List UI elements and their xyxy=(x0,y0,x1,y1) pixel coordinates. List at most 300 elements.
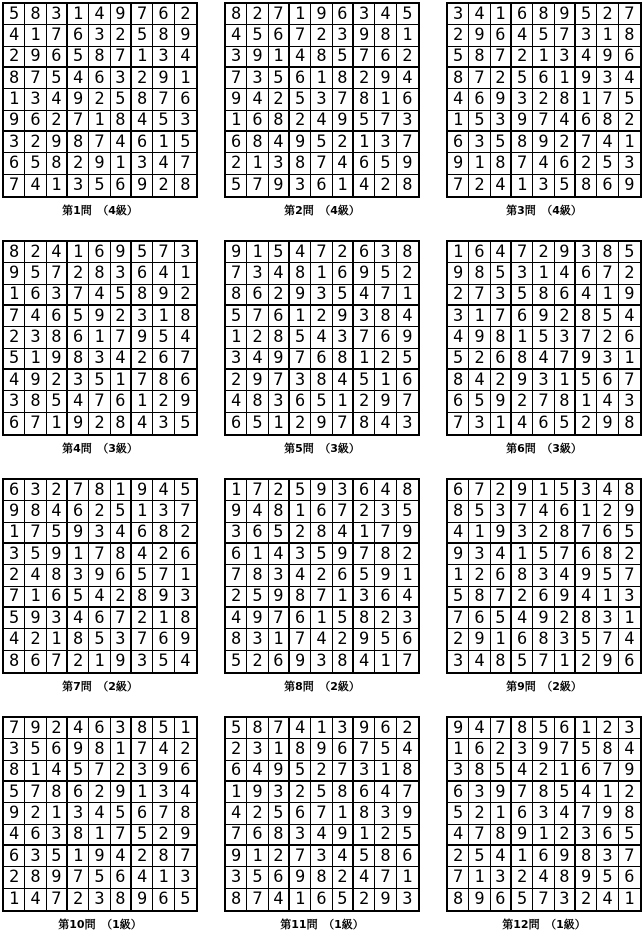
sudoku-grid xyxy=(224,478,420,674)
sudoku-cell: 2 xyxy=(354,889,375,910)
sudoku-cell: 6 xyxy=(469,242,490,263)
sudoku-cell: 9 xyxy=(68,89,89,110)
sudoku-cell: 1 xyxy=(175,68,196,89)
sudoku-cell: 5 xyxy=(619,242,640,263)
sudoku-cell: 9 xyxy=(469,889,490,910)
sudoku-cell: 6 xyxy=(311,175,332,196)
sudoku-cell: 9 xyxy=(269,175,290,196)
sudoku-cell: 5 xyxy=(269,803,290,824)
sudoku-cell: 8 xyxy=(491,153,512,174)
sudoku-cell: 7 xyxy=(533,889,554,910)
sudoku-cell: 3 xyxy=(111,263,132,284)
sudoku-cell: 7 xyxy=(375,111,396,132)
sudoku-cell: 4 xyxy=(333,370,354,391)
sudoku-cell: 2 xyxy=(533,523,554,544)
sudoku-cell: 2 xyxy=(354,501,375,522)
sudoku-cell: 6 xyxy=(47,739,68,760)
sudoku-cell: 4 xyxy=(354,651,375,672)
sudoku-cell: 9 xyxy=(448,263,469,284)
sudoku-cell: 9 xyxy=(311,4,332,25)
sudoku-cell: 8 xyxy=(4,651,25,672)
sudoku-cell: 1 xyxy=(597,285,618,306)
sudoku-cell: 3 xyxy=(175,867,196,888)
sudoku-cell: 8 xyxy=(247,718,268,739)
sudoku-cell: 9 xyxy=(311,739,332,760)
sudoku-cell: 4 xyxy=(4,25,25,46)
sudoku-cell: 4 xyxy=(469,651,490,672)
sudoku-cell: 3 xyxy=(333,25,354,46)
sudoku-cell: 9 xyxy=(153,68,174,89)
sudoku-cell: 7 xyxy=(576,803,597,824)
sudoku-cell: 8 xyxy=(290,263,311,284)
sudoku-cell: 7 xyxy=(354,47,375,68)
sudoku-cell: 2 xyxy=(175,523,196,544)
sudoku-cell: 1 xyxy=(555,761,576,782)
sudoku-cell: 1 xyxy=(448,739,469,760)
sudoku-cell: 1 xyxy=(25,25,46,46)
sudoku-cell: 1 xyxy=(619,349,640,370)
sudoku-cell: 5 xyxy=(247,25,268,46)
sudoku-cell: 8 xyxy=(333,68,354,89)
sudoku-cell: 4 xyxy=(153,739,174,760)
sudoku-cell: 4 xyxy=(597,889,618,910)
sudoku-cell: 2 xyxy=(375,825,396,846)
sudoku-cell: 7 xyxy=(290,25,311,46)
sudoku-cell: 9 xyxy=(226,89,247,110)
sudoku-cell: 5 xyxy=(25,544,46,565)
sudoku-cell: 6 xyxy=(375,718,396,739)
sudoku-cell: 5 xyxy=(25,263,46,284)
sudoku-cell: 8 xyxy=(47,782,68,803)
sudoku-cell: 8 xyxy=(311,867,332,888)
sudoku-cell: 3 xyxy=(111,629,132,650)
sudoku-cell: 3 xyxy=(469,544,490,565)
sudoku-cell: 2 xyxy=(111,306,132,327)
sudoku-cell: 2 xyxy=(175,4,196,25)
sudoku-cell: 6 xyxy=(533,68,554,89)
sudoku-cell: 7 xyxy=(25,413,46,434)
sudoku-cell: 7 xyxy=(4,718,25,739)
sudoku-cell: 2 xyxy=(354,68,375,89)
sudoku-cell: 5 xyxy=(290,480,311,501)
sudoku-cell: 6 xyxy=(576,544,597,565)
sudoku-cell: 5 xyxy=(111,89,132,110)
sudoku-cell: 8 xyxy=(132,718,153,739)
sudoku-cell: 6 xyxy=(397,89,418,110)
sudoku-cell: 1 xyxy=(491,4,512,25)
sudoku-cell: 5 xyxy=(597,565,618,586)
sudoku-cell: 8 xyxy=(25,867,46,888)
sudoku-cell: 3 xyxy=(619,587,640,608)
sudoku-cell: 1 xyxy=(576,89,597,110)
sudoku-cell: 2 xyxy=(290,111,311,132)
sudoku-cell: 4 xyxy=(354,285,375,306)
sudoku-cell: 3 xyxy=(290,825,311,846)
sudoku-cell: 5 xyxy=(311,544,332,565)
sudoku-cell: 6 xyxy=(68,327,89,348)
sudoku-cell: 1 xyxy=(47,803,68,824)
sudoku-cell: 3 xyxy=(269,153,290,174)
sudoku-puzzle-12 xyxy=(446,716,642,932)
sudoku-cell: 6 xyxy=(533,846,554,867)
sudoku-cell: 4 xyxy=(311,825,332,846)
sudoku-cell: 7 xyxy=(247,306,268,327)
sudoku-cell: 4 xyxy=(175,782,196,803)
sudoku-cell: 4 xyxy=(375,413,396,434)
sudoku-cell: 6 xyxy=(491,349,512,370)
sudoku-cell: 3 xyxy=(89,523,110,544)
sudoku-cell: 7 xyxy=(576,132,597,153)
sudoku-cell: 2 xyxy=(269,846,290,867)
sudoku-cell: 2 xyxy=(132,846,153,867)
sudoku-cell: 8 xyxy=(132,89,153,110)
sudoku-cell: 2 xyxy=(576,413,597,434)
sudoku-cell: 8 xyxy=(512,349,533,370)
puzzle-caption: 第5問 （3級） xyxy=(284,442,360,455)
sudoku-cell: 1 xyxy=(576,391,597,412)
sudoku-cell: 5 xyxy=(111,285,132,306)
sudoku-cell: 7 xyxy=(512,153,533,174)
sudoku-cell: 9 xyxy=(512,111,533,132)
sudoku-cell: 3 xyxy=(47,285,68,306)
sudoku-cell: 9 xyxy=(397,153,418,174)
sudoku-cell: 9 xyxy=(491,89,512,110)
sudoku-cell: 5 xyxy=(226,651,247,672)
sudoku-cell: 5 xyxy=(175,132,196,153)
sudoku-cell: 4 xyxy=(47,501,68,522)
sudoku-cell: 1 xyxy=(619,608,640,629)
sudoku-cell: 6 xyxy=(4,153,25,174)
sudoku-cell: 6 xyxy=(533,413,554,434)
sudoku-cell: 1 xyxy=(533,47,554,68)
sudoku-cell: 4 xyxy=(512,25,533,46)
puzzle-caption: 第12問 （1級） xyxy=(502,918,586,931)
sudoku-cell: 6 xyxy=(469,608,490,629)
sudoku-cell: 6 xyxy=(354,480,375,501)
sudoku-cell: 5 xyxy=(111,803,132,824)
sudoku-cell: 7 xyxy=(512,782,533,803)
sudoku-cell: 3 xyxy=(512,523,533,544)
sudoku-cell: 7 xyxy=(491,47,512,68)
sudoku-cell: 8 xyxy=(269,327,290,348)
sudoku-cell: 8 xyxy=(89,47,110,68)
puzzle-caption: 第10問 （1級） xyxy=(58,918,142,931)
sudoku-cell: 8 xyxy=(175,803,196,824)
sudoku-cell: 9 xyxy=(290,651,311,672)
sudoku-cell: 9 xyxy=(25,370,46,391)
sudoku-cell: 5 xyxy=(619,825,640,846)
sudoku-cell: 9 xyxy=(491,782,512,803)
sudoku-cell: 3 xyxy=(175,111,196,132)
sudoku-cell: 9 xyxy=(448,544,469,565)
sudoku-cell: 6 xyxy=(226,413,247,434)
sudoku-cell: 6 xyxy=(89,68,110,89)
sudoku-cell: 2 xyxy=(247,803,268,824)
sudoku-cell: 7 xyxy=(555,544,576,565)
sudoku-cell: 8 xyxy=(68,132,89,153)
sudoku-cell: 3 xyxy=(555,47,576,68)
sudoku-cell: 5 xyxy=(469,501,490,522)
sudoku-cell: 5 xyxy=(333,608,354,629)
sudoku-cell: 3 xyxy=(448,761,469,782)
sudoku-cell: 6 xyxy=(512,629,533,650)
sudoku-cell: 5 xyxy=(153,718,174,739)
sudoku-cell: 5 xyxy=(226,175,247,196)
sudoku-cell: 3 xyxy=(397,111,418,132)
sudoku-cell: 7 xyxy=(47,25,68,46)
sudoku-cell: 7 xyxy=(269,4,290,25)
sudoku-cell: 4 xyxy=(555,803,576,824)
sudoku-cell: 5 xyxy=(132,242,153,263)
sudoku-cell: 3 xyxy=(555,889,576,910)
sudoku-cell: 8 xyxy=(175,608,196,629)
sudoku-cell: 6 xyxy=(512,4,533,25)
sudoku-cell: 7 xyxy=(576,327,597,348)
sudoku-cell: 4 xyxy=(269,132,290,153)
sudoku-cell: 7 xyxy=(491,306,512,327)
sudoku-cell: 6 xyxy=(469,739,490,760)
sudoku-cell: 1 xyxy=(290,889,311,910)
sudoku-cell: 7 xyxy=(397,391,418,412)
sudoku-cell: 1 xyxy=(512,327,533,348)
sudoku-cell: 6 xyxy=(153,349,174,370)
sudoku-cell: 5 xyxy=(555,175,576,196)
sudoku-cell: 8 xyxy=(68,825,89,846)
sudoku-cell: 6 xyxy=(175,89,196,110)
sudoku-cell: 9 xyxy=(512,370,533,391)
sudoku-cell: 8 xyxy=(153,846,174,867)
sudoku-cell: 2 xyxy=(375,349,396,370)
sudoku-cell: 6 xyxy=(247,111,268,132)
sudoku-cell: 4 xyxy=(226,391,247,412)
sudoku-cell: 4 xyxy=(491,846,512,867)
sudoku-cell: 7 xyxy=(375,285,396,306)
sudoku-puzzle-10 xyxy=(2,716,198,932)
sudoku-cell: 8 xyxy=(619,25,640,46)
sudoku-cell: 9 xyxy=(269,761,290,782)
sudoku-cell: 4 xyxy=(469,370,490,391)
sudoku-cell: 3 xyxy=(132,761,153,782)
sudoku-cell: 2 xyxy=(153,544,174,565)
sudoku-cell: 8 xyxy=(247,391,268,412)
sudoku-cell: 4 xyxy=(619,629,640,650)
sudoku-cell: 6 xyxy=(111,565,132,586)
sudoku-cell: 7 xyxy=(354,544,375,565)
sudoku-cell: 3 xyxy=(448,4,469,25)
sudoku-cell: 1 xyxy=(47,413,68,434)
sudoku-cell: 8 xyxy=(375,306,396,327)
sudoku-cell: 1 xyxy=(491,629,512,650)
sudoku-cell: 8 xyxy=(47,327,68,348)
sudoku-cell: 7 xyxy=(47,889,68,910)
sudoku-cell: 8 xyxy=(555,523,576,544)
sudoku-cell: 3 xyxy=(25,846,46,867)
sudoku-cell: 6 xyxy=(576,761,597,782)
sudoku-cell: 4 xyxy=(68,718,89,739)
sudoku-cell: 2 xyxy=(311,25,332,46)
sudoku-cell: 4 xyxy=(89,285,110,306)
sudoku-cell: 9 xyxy=(333,544,354,565)
sudoku-cell: 3 xyxy=(89,349,110,370)
sudoku-cell: 9 xyxy=(111,242,132,263)
sudoku-cell: 2 xyxy=(597,4,618,25)
sudoku-cell: 8 xyxy=(512,718,533,739)
sudoku-cell: 7 xyxy=(68,867,89,888)
sudoku-cell: 3 xyxy=(4,391,25,412)
sudoku-cell: 4 xyxy=(619,306,640,327)
sudoku-cell: 1 xyxy=(111,739,132,760)
sudoku-cell: 6 xyxy=(597,523,618,544)
sudoku-cell: 3 xyxy=(448,306,469,327)
sudoku-cell: 9 xyxy=(597,47,618,68)
sudoku-cell: 5 xyxy=(111,501,132,522)
sudoku-cell: 4 xyxy=(354,867,375,888)
sudoku-cell: 5 xyxy=(25,739,46,760)
sudoku-cell: 3 xyxy=(25,327,46,348)
sudoku-cell: 6 xyxy=(597,370,618,391)
sudoku-cell: 9 xyxy=(132,327,153,348)
sudoku-cell: 9 xyxy=(491,391,512,412)
sudoku-cell: 9 xyxy=(247,47,268,68)
sudoku-cell: 4 xyxy=(469,4,490,25)
sudoku-cell: 8 xyxy=(512,565,533,586)
sudoku-cell: 4 xyxy=(226,25,247,46)
sudoku-cell: 5 xyxy=(555,480,576,501)
sudoku-cell: 6 xyxy=(619,47,640,68)
sudoku-cell: 6 xyxy=(491,565,512,586)
sudoku-cell: 9 xyxy=(175,25,196,46)
sudoku-cell: 8 xyxy=(25,391,46,412)
sudoku-cell: 1 xyxy=(469,867,490,888)
sudoku-cell: 9 xyxy=(290,285,311,306)
sudoku-cell: 9 xyxy=(226,501,247,522)
sudoku-cell: 4 xyxy=(4,370,25,391)
sudoku-cell: 9 xyxy=(153,761,174,782)
sudoku-cell: 7 xyxy=(533,111,554,132)
sudoku-cell: 8 xyxy=(311,47,332,68)
sudoku-cell: 9 xyxy=(89,306,110,327)
sudoku-cell: 2 xyxy=(619,263,640,284)
sudoku-cell: 8 xyxy=(491,651,512,672)
sudoku-cell: 9 xyxy=(576,68,597,89)
sudoku-cell: 6 xyxy=(175,544,196,565)
sudoku-cell: 2 xyxy=(175,739,196,760)
sudoku-cell: 3 xyxy=(375,501,396,522)
sudoku-cell: 8 xyxy=(226,285,247,306)
sudoku-cell: 3 xyxy=(619,391,640,412)
sudoku-cell: 7 xyxy=(226,825,247,846)
sudoku-cell: 7 xyxy=(68,480,89,501)
sudoku-cell: 6 xyxy=(375,587,396,608)
sudoku-cell: 6 xyxy=(89,608,110,629)
sudoku-cell: 7 xyxy=(4,306,25,327)
sudoku-cell: 7 xyxy=(89,544,110,565)
sudoku-cell: 4 xyxy=(311,629,332,650)
sudoku-cell: 5 xyxy=(68,587,89,608)
sudoku-cell: 7 xyxy=(153,89,174,110)
sudoku-cell: 7 xyxy=(402,650,413,671)
sudoku-cell: 6 xyxy=(448,782,469,803)
sudoku-puzzle-3 xyxy=(446,2,642,218)
sudoku-cell: 5 xyxy=(512,285,533,306)
sudoku-cell: 6 xyxy=(354,782,375,803)
sudoku-cell: 8 xyxy=(226,4,247,25)
sudoku-cell: 9 xyxy=(175,629,196,650)
sudoku-cell: 8 xyxy=(247,132,268,153)
sudoku-cell: 3 xyxy=(290,544,311,565)
sudoku-cell: 2 xyxy=(153,391,174,412)
sudoku-cell: 6 xyxy=(576,263,597,284)
sudoku-cell: 7 xyxy=(153,565,174,586)
sudoku-puzzle-11 xyxy=(224,716,420,932)
sudoku-cell: 3 xyxy=(533,370,554,391)
sudoku-cell: 4 xyxy=(89,587,110,608)
sudoku-cell: 6 xyxy=(555,285,576,306)
sudoku-cell: 9 xyxy=(375,391,396,412)
sudoku-cell: 3 xyxy=(132,651,153,672)
sudoku-cell: 7 xyxy=(269,608,290,629)
sudoku-cell: 1 xyxy=(333,175,354,196)
sudoku-cell: 4 xyxy=(576,782,597,803)
sudoku-cell: 5 xyxy=(247,587,268,608)
sudoku-cell: 7 xyxy=(247,889,268,910)
sudoku-grid xyxy=(446,716,642,912)
sudoku-cell: 9 xyxy=(25,718,46,739)
sudoku-cell: 3 xyxy=(111,718,132,739)
sudoku-cell: 3 xyxy=(619,718,640,739)
sudoku-cell: 4 xyxy=(597,391,618,412)
sudoku-cell: 6 xyxy=(619,867,640,888)
sudoku-cell: 1 xyxy=(397,867,418,888)
sudoku-cell: 3 xyxy=(132,306,153,327)
sudoku-cell: 5 xyxy=(153,111,174,132)
sudoku-cell: 6 xyxy=(4,846,25,867)
sudoku-cell: 5 xyxy=(491,263,512,284)
sudoku-cell: 6 xyxy=(4,480,25,501)
sudoku-cell: 8 xyxy=(597,242,618,263)
sudoku-cell: 4 xyxy=(619,68,640,89)
sudoku-cell: 8 xyxy=(576,846,597,867)
sudoku-cell: 2 xyxy=(576,153,597,174)
sudoku-cell: 5 xyxy=(619,523,640,544)
sudoku-cell: 7 xyxy=(4,175,25,196)
sudoku-cell: 2 xyxy=(491,480,512,501)
sudoku-cell: 3 xyxy=(533,803,554,824)
sudoku-cell: 9 xyxy=(354,629,375,650)
sudoku-cell: 7 xyxy=(68,111,89,132)
sudoku-cell: 6 xyxy=(597,175,618,196)
puzzle-caption: 第3問 （4級） xyxy=(506,204,582,217)
sudoku-cell: 4 xyxy=(397,587,418,608)
sudoku-cell: 6 xyxy=(47,306,68,327)
sudoku-grid xyxy=(2,2,198,198)
sudoku-cell: 2 xyxy=(111,587,132,608)
sudoku-cell: 2 xyxy=(555,306,576,327)
sudoku-cell: 1 xyxy=(153,867,174,888)
sudoku-cell: 4 xyxy=(290,242,311,263)
sudoku-cell: 1 xyxy=(555,651,576,672)
sudoku-cell: 6 xyxy=(25,651,46,672)
sudoku-cell: 8 xyxy=(89,263,110,284)
sudoku-grid xyxy=(2,478,198,674)
sudoku-cell: 4 xyxy=(180,650,191,671)
sudoku-cell: 4 xyxy=(132,544,153,565)
sudoku-cell: 1 xyxy=(448,565,469,586)
sudoku-cell: 9 xyxy=(132,480,153,501)
sudoku-cell: 6 xyxy=(624,650,635,671)
sudoku-cell: 5 xyxy=(89,370,110,391)
sudoku-cell: 3 xyxy=(311,285,332,306)
